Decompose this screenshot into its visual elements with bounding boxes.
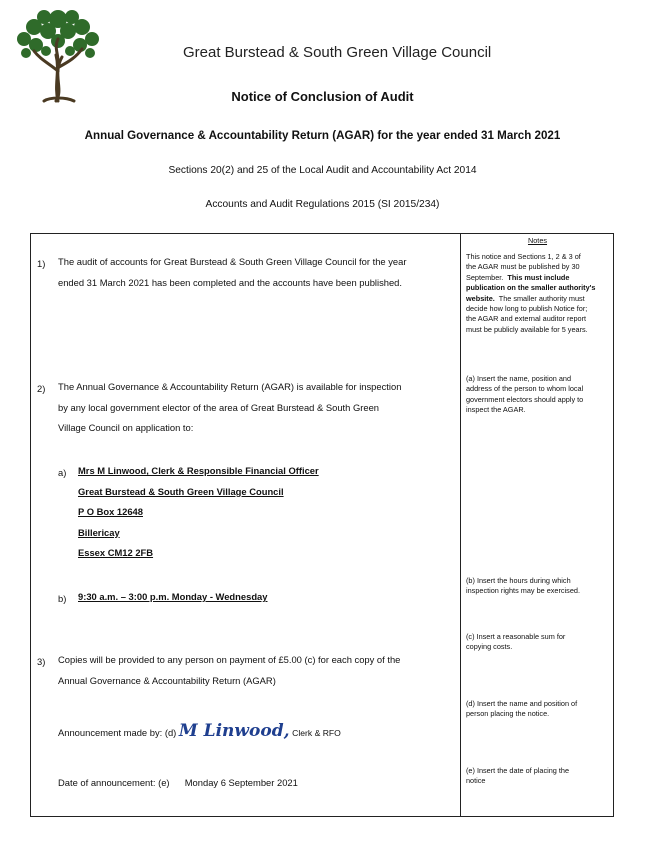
sub-b-label: b) [58, 593, 67, 604]
item-1-number: 1) [37, 258, 46, 269]
note-a: (a) Insert the name, position and address of the person to whom local government electors should apply to inspect the AGAR. [466, 374, 584, 415]
note-b: (b) Insert the hours during which inspection rights may be exercised. [466, 576, 580, 596]
note-d: (d) Insert the name and position of person placing the notice. [466, 699, 578, 719]
act-sections: Sections 20(2) and 25 of the Local Audit and Accountability Act 2014 [168, 165, 477, 176]
date-value: Monday 6 September 2021 [184, 777, 298, 788]
announcement-date-line [58, 773, 298, 794]
item-2-number: 2) [37, 383, 46, 394]
item-3-number: 3) [37, 656, 46, 667]
date-label: Date of announcement: (e) [58, 777, 170, 788]
notes-heading: Notes [527, 236, 548, 245]
inspection-hours: 9:30 a.m. – 3:00 p.m. Monday - Wednesday [78, 591, 268, 602]
announcement-label: Announcement made by: (d) [58, 727, 177, 738]
sub-a-label: a) [58, 467, 67, 478]
announcement-line [58, 718, 341, 746]
item-1-text: The audit of accounts for Great Burstead & South Green Village Council for the year ended 31 March 2021 has been completed and the accounts have been published. [58, 256, 407, 288]
regulations: Accounts and Audit Regulations 2015 (SI 2015/234) [205, 199, 440, 210]
notes-column-divider [460, 233, 461, 817]
council-name: Great Burstead & South Green Village Council [183, 44, 492, 61]
notice-title: Notice of Conclusion of Audit [231, 89, 414, 104]
notes-intro: This notice and Sections 1, 2 & 3 of the AGAR must be published by 30 September. This must include publication on the smaller authority's website. The smaller authority must decide how long to publish Notice for; the AGAR and external auditor report must be publicly available for 5 years. [466, 252, 596, 334]
item-3-text: Copies will be provided to any person on payment of £5.00 (c) for each copy of the Annual Governance & Accountability Return (AGAR) [58, 654, 401, 686]
announcement-role: Clerk & RFO [292, 728, 341, 738]
note-c: (c) Insert a reasonable sum for copying costs. [466, 632, 566, 652]
agar-title: Annual Governance & Accountability Return (AGAR) for the year ended 31 March 2021 [84, 129, 561, 142]
signature: M Linwood, [178, 721, 290, 741]
note-e: (e) Insert the date of placing the notice [466, 766, 570, 786]
inspection-address: Mrs M Linwood, Clerk & Responsible Financial Officer Great Burstead & South Green Village Council P O Box 12648 Billericay Essex CM12 2FB [78, 465, 319, 558]
item-2-text: The Annual Governance & Accountability Return (AGAR) is available for inspection by any local government elector of the area of Great Burstead & South Green Village Council on application to: [58, 381, 402, 433]
